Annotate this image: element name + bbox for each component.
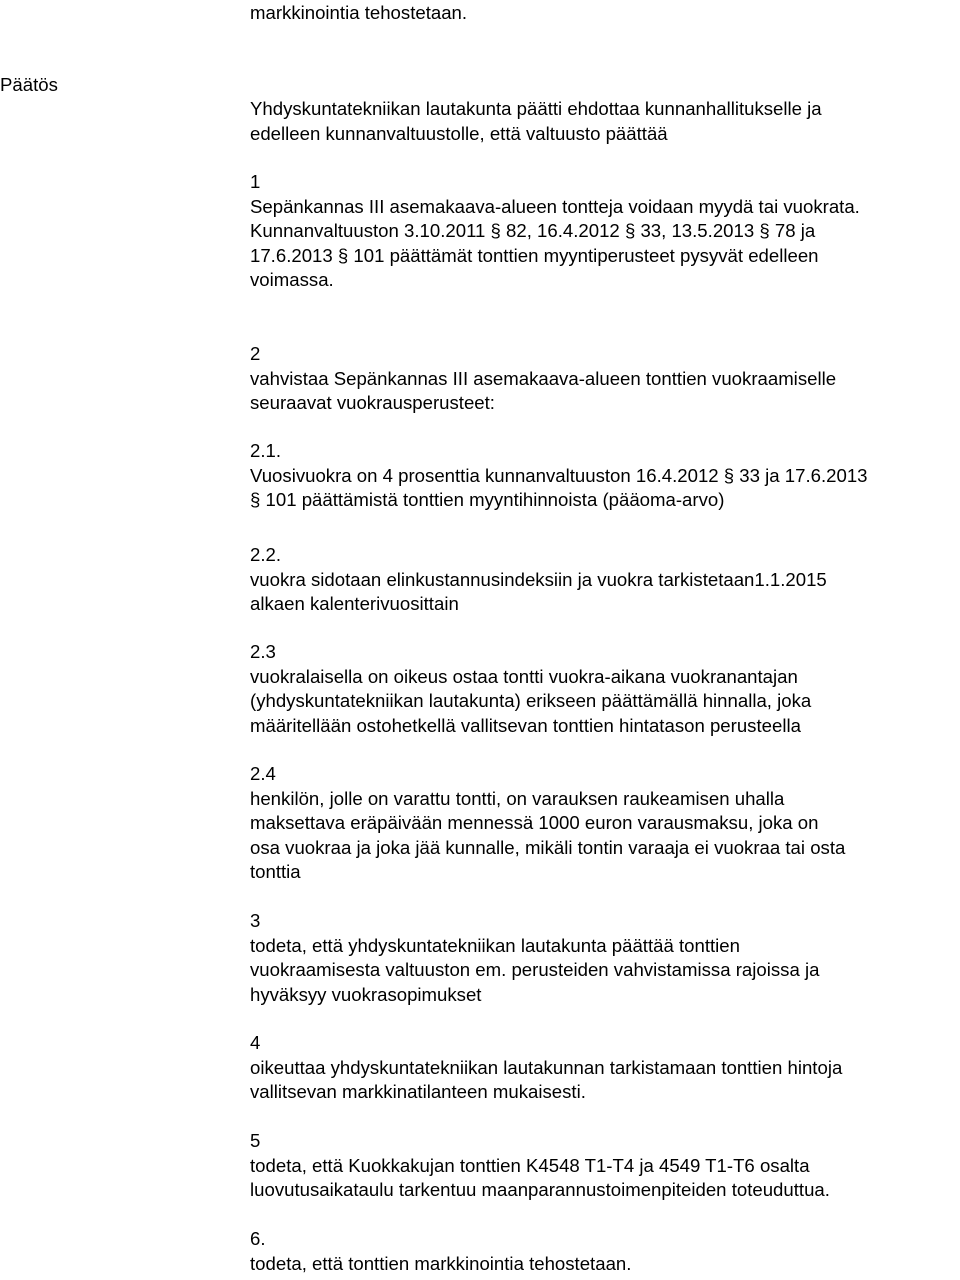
decision-item-2-2: [250, 543, 950, 617]
item-line: 17.6.2013 § 101 päättämät tonttien myyntiperusteet pysyvät edelleen: [250, 244, 819, 266]
item-line: vuokraamisesta valtuuston em. perusteiden vahvistamissa rajoissa ja: [250, 959, 820, 980]
decision-item-2-1: [250, 439, 950, 513]
item-line: maksettava eräpäivään mennessä 1000 euron varausmaksu, joka on: [250, 812, 819, 833]
intro-line: edelleen kunnanvaltuustolle, että valtuusto päättää: [250, 122, 668, 144]
intro-paragraph: [250, 97, 950, 146]
decision-item-4: [250, 1031, 950, 1105]
item-number: 4: [250, 1032, 261, 1053]
item-number: 3: [250, 910, 261, 931]
decision-item-2-4: [250, 762, 950, 885]
item-line: todeta, että tonttien markkinointia tehostetaan.: [250, 1252, 632, 1274]
item-line: vuokra sidotaan elinkustannusindeksiin ja vuokra tarkistetaan1.1.2015: [250, 568, 827, 590]
item-line: voimassa.: [250, 269, 334, 290]
item-line: (yhdyskuntatekniikan lautakunta) erikseen päättämällä hinnalla, joka: [250, 690, 812, 711]
item-line: todeta, että Kuokkakujan tonttien K4548 T1-T4 ja 4549 T1-T6 osalta: [250, 1154, 810, 1176]
item-number: 2.4: [250, 763, 276, 784]
decision-item-2-3: [250, 640, 950, 738]
item-line: Sepänkannas III asemakaava-alueen tontteja voidaan myydä tai vuokrata.: [250, 195, 860, 217]
item-line: vahvistaa Sepänkannas III asemakaava-alueen tonttien vuokraamiselle: [250, 367, 837, 389]
decision-item-1: [250, 170, 950, 293]
item-number: 2.2.: [250, 544, 282, 565]
item-line: vallitsevan markkinatilanteen mukaisesti.: [250, 1081, 586, 1102]
continued-text-line: markkinointia tehostetaan.: [250, 2, 468, 23]
item-line: Vuosivuokra on 4 prosenttia kunnanvaltuuston 16.4.2012 § 33 ja 17.6.2013: [250, 464, 868, 486]
decision-item-2: [250, 342, 950, 416]
item-number: 2.3: [250, 641, 276, 662]
item-number: 2.1.: [250, 440, 282, 461]
item-line: osa vuokraa ja joka jää kunnalle, mikäli tontin varaaja ei vuokraa tai osta: [250, 836, 846, 858]
decision-item-5: [250, 1129, 950, 1203]
item-line: oikeuttaa yhdyskuntatekniikan lautakunnan tarkistamaan tonttien hintoja: [250, 1056, 843, 1078]
item-line: seuraavat vuokrausperusteet:: [250, 392, 495, 413]
item-line: alkaen kalenterivuosittain: [250, 593, 459, 614]
item-line: hyväksyy vuokrasopimukset: [250, 983, 482, 1005]
item-number: 6.: [250, 1228, 266, 1249]
item-line: luovutusaikataulu tarkentuu maanparannustoimenpiteiden toteuduttua.: [250, 1179, 830, 1200]
item-line: todeta, että yhdyskuntatekniikan lautakunta päättää tonttien: [250, 934, 740, 956]
item-line: määritellään ostohetkellä vallitsevan tonttien hintatason perusteella: [250, 714, 801, 736]
decision-item-3: [250, 909, 950, 1007]
decision-item-6: [250, 1227, 950, 1276]
item-line: tonttia: [250, 861, 301, 882]
item-line: Kunnanvaltuuston 3.10.2011 § 82, 16.4.2012 § 33, 13.5.2013 § 78 ja: [250, 220, 816, 241]
item-line: henkilön, jolle on varattu tontti, on varauksen raukeamisen uhalla: [250, 787, 785, 809]
item-line: vuokralaisella on oikeus ostaa tontti vuokra-aikana vuokranantajan: [250, 665, 798, 687]
item-number: 1: [250, 171, 261, 192]
decision-label: Päätös: [0, 74, 58, 95]
item-number: 5: [250, 1130, 261, 1151]
item-number: 2: [250, 343, 261, 364]
item-line: § 101 päättämistä tonttien myyntihinnoista (pääoma-arvo): [250, 489, 725, 510]
intro-line: Yhdyskuntatekniikan lautakunta päätti ehdottaa kunnanhallitukselle ja: [250, 98, 822, 119]
